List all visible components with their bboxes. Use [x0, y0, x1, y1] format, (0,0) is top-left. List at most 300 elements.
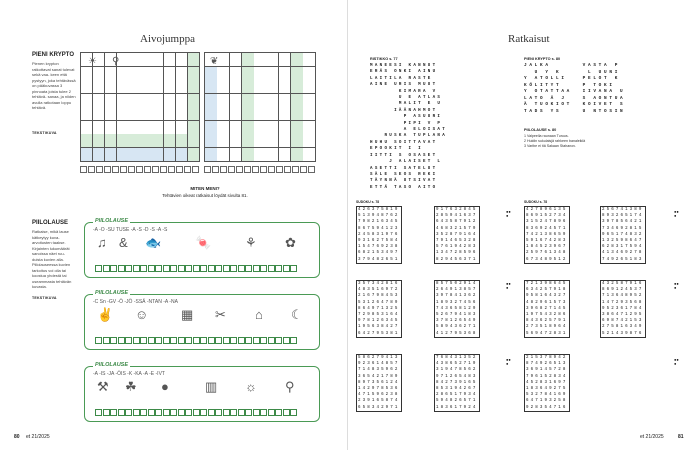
answer-square[interactable]: [133, 409, 140, 416]
grid-cell[interactable]: [205, 148, 217, 161]
grid-cell[interactable]: [128, 80, 139, 93]
panel-label: PIILOLAUSE: [95, 290, 129, 296]
answer-square[interactable]: [230, 409, 237, 416]
answer-square[interactable]: [125, 337, 132, 344]
grid-cell[interactable]: [105, 107, 116, 120]
grid-cell[interactable]: [176, 67, 187, 80]
grid-cell[interactable]: [152, 107, 163, 120]
rose-icon: ✿: [285, 235, 296, 250]
grid-cell[interactable]: [303, 53, 315, 66]
answer-square[interactable]: [112, 166, 119, 173]
grid-cell[interactable]: [93, 94, 104, 107]
grid-cell[interactable]: [176, 107, 187, 120]
grid-cell[interactable]: [128, 107, 139, 120]
answer-square[interactable]: [193, 265, 200, 272]
answer-square[interactable]: [238, 265, 245, 272]
grid-cell[interactable]: [81, 148, 92, 161]
grid-cell[interactable]: [230, 107, 242, 120]
grid-cell[interactable]: [93, 148, 104, 161]
grid-cell[interactable]: [140, 80, 151, 93]
answer-square[interactable]: [290, 409, 297, 416]
ristikko-line: ASETTI SATELUT: [370, 166, 438, 171]
stool-icon: ⚲: [112, 56, 120, 67]
answer-square[interactable]: [260, 166, 267, 173]
grid-cell[interactable]: [128, 134, 139, 147]
answer-square[interactable]: [260, 409, 267, 416]
answer-square[interactable]: [110, 265, 117, 272]
answer-square[interactable]: [118, 265, 125, 272]
grid-cell[interactable]: [128, 121, 139, 134]
grid-cell[interactable]: [217, 94, 229, 107]
answer-square[interactable]: [283, 337, 290, 344]
grid-cell[interactable]: [117, 121, 128, 134]
answer-square[interactable]: [110, 409, 117, 416]
grid-cell[interactable]: [205, 134, 217, 147]
piilolause-panel-1: [84, 218, 320, 278]
ristikko-line: IÄÄNAHMOT: [370, 108, 438, 113]
grid-cell[interactable]: [291, 80, 303, 93]
answer-square[interactable]: [208, 337, 215, 344]
answer-square[interactable]: [148, 265, 155, 272]
answer-square[interactable]: [110, 337, 117, 344]
cubes-icon: ▦: [181, 307, 194, 322]
answer-square[interactable]: [200, 265, 207, 272]
piilolause-solution-heading: PIILOLAUSE s. 80: [524, 128, 557, 132]
answer-square[interactable]: [215, 409, 222, 416]
grid-cell[interactable]: [152, 121, 163, 134]
grid-cell[interactable]: [81, 121, 92, 134]
grid-cell[interactable]: [291, 121, 303, 134]
grid-cell[interactable]: [254, 134, 266, 147]
answer-square[interactable]: [283, 409, 290, 416]
answer-square[interactable]: [228, 166, 235, 173]
answer-square[interactable]: [244, 166, 251, 173]
panel-letters: -A -O -SU TUSE -A -S -D -S -A -S: [93, 227, 168, 233]
grid-cell[interactable]: [188, 80, 199, 93]
grid-cell[interactable]: [128, 53, 139, 66]
grid-cell[interactable]: [217, 121, 229, 134]
answer-square[interactable]: [160, 166, 167, 173]
answer-square[interactable]: [290, 337, 297, 344]
sudoku-grid: 215378942 874926513 369145728 796152834 452831697 183649275 532784169 647193258 928354716: [524, 354, 570, 412]
grid-cell[interactable]: [93, 107, 104, 120]
grid-cell[interactable]: [81, 107, 92, 120]
answer-square[interactable]: [200, 337, 207, 344]
answer-square[interactable]: [230, 265, 237, 272]
grid-cell[interactable]: [152, 80, 163, 93]
answer-square[interactable]: [140, 265, 147, 272]
grid-cell[interactable]: [279, 134, 291, 147]
answer-square[interactable]: [200, 409, 207, 416]
grid-cell[interactable]: [291, 148, 303, 161]
grid-cell[interactable]: [105, 134, 116, 147]
grid-cell[interactable]: [217, 67, 229, 80]
answer-square[interactable]: [133, 265, 140, 272]
grid-cell[interactable]: [164, 94, 175, 107]
frog-icon: ☘: [125, 379, 137, 394]
grid-cell[interactable]: [266, 53, 278, 66]
grid-cell[interactable]: [217, 107, 229, 120]
answer-square[interactable]: [88, 166, 95, 173]
krypto-grid-right[interactable]: [204, 52, 316, 162]
piilolause-text: Ratkaise, mikä lause kätkeytyy kuva- arvoitusten taakse. Kirjainten lukumäärät sanoissa näet ruu- duista kuvien alla. Piilolauseessa kuvien tarkoitus voi olla tai koostua yhdestä tai useammasta tehtävän kuvasta.: [32, 229, 72, 289]
answer-square[interactable]: [120, 166, 127, 173]
piilolause-solution-3: 3 Varibe ei tiä Sakaan Stahanov.: [524, 144, 576, 148]
answer-square[interactable]: [95, 265, 102, 272]
answer-square[interactable]: [292, 166, 299, 173]
grid-cell[interactable]: [303, 94, 315, 107]
grid-cell[interactable]: [164, 80, 175, 93]
grid-cell[interactable]: [217, 148, 229, 161]
grid-cell[interactable]: [254, 53, 266, 66]
answer-square[interactable]: [95, 409, 102, 416]
grid-cell[interactable]: [81, 67, 92, 80]
answer-square[interactable]: [80, 166, 87, 173]
grid-cell[interactable]: [303, 80, 315, 93]
answer-square[interactable]: [192, 166, 199, 173]
answer-square[interactable]: [155, 409, 162, 416]
grid-cell[interactable]: [254, 107, 266, 120]
grid-cell[interactable]: [205, 121, 217, 134]
answer-square[interactable]: [95, 337, 102, 344]
grid-cell[interactable]: [152, 134, 163, 147]
answer-square[interactable]: [208, 409, 215, 416]
grid-cell[interactable]: [176, 80, 187, 93]
grid-cell[interactable]: [117, 94, 128, 107]
grid-cell[interactable]: [242, 80, 254, 93]
answer-square[interactable]: [128, 166, 135, 173]
answer-square[interactable]: [185, 409, 192, 416]
grid-cell[interactable]: [152, 67, 163, 80]
grid-cell[interactable]: [117, 148, 128, 161]
answer-square[interactable]: [103, 337, 110, 344]
grid-cell[interactable]: [217, 134, 229, 147]
grid-cell[interactable]: [230, 53, 242, 66]
answer-square[interactable]: [170, 265, 177, 272]
grid-cell[interactable]: [93, 121, 104, 134]
answer-square[interactable]: [276, 166, 283, 173]
grid-cell[interactable]: [164, 67, 175, 80]
grid-cell[interactable]: [217, 53, 229, 66]
grid-cell[interactable]: [230, 80, 242, 93]
grid-cell[interactable]: [140, 94, 151, 107]
answer-square[interactable]: [163, 409, 170, 416]
grid-cell[interactable]: [105, 148, 116, 161]
answer-square[interactable]: [245, 337, 252, 344]
grid-cell[interactable]: [117, 134, 128, 147]
hint-text: Tehtävien oikeat ratkaisut löydät sivulta 81.: [162, 193, 248, 198]
answer-square[interactable]: [238, 337, 245, 344]
grid-cell[interactable]: [164, 53, 175, 66]
answer-square[interactable]: [125, 409, 132, 416]
grid-cell[interactable]: [188, 107, 199, 120]
grid-cell[interactable]: [291, 53, 303, 66]
grid-cell[interactable]: [205, 107, 217, 120]
answer-square[interactable]: [268, 265, 275, 272]
grid-cell[interactable]: [188, 94, 199, 107]
grid-cell[interactable]: [254, 121, 266, 134]
grid-cell[interactable]: [266, 148, 278, 161]
grid-cell[interactable]: [242, 67, 254, 80]
krypto-line: KÖLITYT P TOKI: [524, 82, 615, 88]
answer-square[interactable]: [140, 337, 147, 344]
krypto-solution: [524, 63, 625, 115]
page-title: Ratkaisut: [508, 33, 550, 45]
grid-cell[interactable]: [205, 94, 217, 107]
sudoku-grid: 768431352 438652719 319478562 971265483 842739165 853194267 286517934 594826571 183617924: [434, 354, 480, 412]
grid-cell[interactable]: [230, 121, 242, 134]
ristikko-solution: [370, 63, 447, 191]
answer-boxes[interactable]: [95, 409, 297, 416]
answer-square[interactable]: [104, 166, 111, 173]
answer-square[interactable]: [260, 337, 267, 344]
difficulty-dots: ●● ●: [506, 209, 511, 218]
answer-square[interactable]: [155, 265, 162, 272]
grid-cell[interactable]: [140, 53, 151, 66]
grid-cell[interactable]: [230, 134, 242, 147]
answer-square[interactable]: [223, 409, 230, 416]
grid-cell[interactable]: [93, 134, 104, 147]
tool-icon: ⚒: [97, 379, 109, 394]
grid-cell[interactable]: [140, 134, 151, 147]
answer-square[interactable]: [245, 409, 252, 416]
answer-square[interactable]: [178, 265, 185, 272]
answer-square[interactable]: [252, 166, 259, 173]
krypto-tag: TEKSTIKUVA: [32, 131, 57, 135]
grid-cell[interactable]: [303, 67, 315, 80]
answer-square[interactable]: [144, 166, 151, 173]
grid-cell[interactable]: [279, 53, 291, 66]
grid-cell[interactable]: [266, 94, 278, 107]
answer-square[interactable]: [308, 166, 315, 173]
grid-cell[interactable]: [242, 53, 254, 66]
answer-square[interactable]: [148, 409, 155, 416]
answer-square[interactable]: [118, 337, 125, 344]
krypto-heading: PIENI KRYPTO: [32, 52, 75, 58]
answer-square[interactable]: [136, 166, 143, 173]
grid-cell[interactable]: [279, 67, 291, 80]
grid-cell[interactable]: [105, 80, 116, 93]
grid-cell[interactable]: [176, 134, 187, 147]
answer-square[interactable]: [170, 409, 177, 416]
krypto-answer-strip-right[interactable]: [204, 166, 315, 173]
grid-cell[interactable]: [164, 134, 175, 147]
grid-cell[interactable]: [254, 67, 266, 80]
grid-cell[interactable]: [93, 67, 104, 80]
grid-cell[interactable]: [279, 94, 291, 107]
answer-square[interactable]: [103, 265, 110, 272]
grid-cell[interactable]: [291, 107, 303, 120]
answer-square[interactable]: [290, 265, 297, 272]
answer-square[interactable]: [223, 337, 230, 344]
answer-square[interactable]: [152, 166, 159, 173]
fish-icon: 🐟: [145, 235, 162, 250]
answer-square[interactable]: [193, 409, 200, 416]
answer-square[interactable]: [170, 337, 177, 344]
answer-square[interactable]: [185, 337, 192, 344]
grid-cell[interactable]: [128, 94, 139, 107]
grid-cell[interactable]: [176, 148, 187, 161]
answer-square[interactable]: [148, 337, 155, 344]
grid-cell[interactable]: [291, 134, 303, 147]
answer-boxes[interactable]: [95, 337, 297, 344]
grid-cell[interactable]: [140, 67, 151, 80]
ristikko-heading: RISTIKKO s. 77: [370, 57, 398, 61]
answer-square[interactable]: [275, 337, 282, 344]
grid-cell[interactable]: [105, 94, 116, 107]
grid-cell[interactable]: [279, 80, 291, 93]
answer-square[interactable]: [185, 265, 192, 272]
grid-cell[interactable]: [242, 148, 254, 161]
answer-square[interactable]: [176, 166, 183, 173]
ristikko-line: J ALAISET L: [370, 160, 443, 165]
answer-square[interactable]: [238, 409, 245, 416]
grid-cell[interactable]: [152, 94, 163, 107]
answer-square[interactable]: [283, 265, 290, 272]
krypto-answer-strip-left[interactable]: [80, 166, 199, 173]
krypto-grid-left[interactable]: [80, 52, 200, 162]
answer-square[interactable]: [184, 166, 191, 173]
krypto-text: Pienen krypton ratkottavat sanat tulevat sekä vaa- keen että pystyyn, joka tehtävässä on pääkuvassa 3 pinnoata joista tulee 2 tehtävä- sanaa, ja niiden avulla ratkotaan loppu tehtävä.: [32, 61, 76, 110]
answer-square[interactable]: [284, 166, 291, 173]
grid-cell[interactable]: [254, 80, 266, 93]
answer-square[interactable]: [212, 166, 219, 173]
grid-cell[interactable]: [140, 107, 151, 120]
answer-square[interactable]: [275, 265, 282, 272]
answer-square[interactable]: [253, 337, 260, 344]
answer-square[interactable]: [208, 265, 215, 272]
grid-cell[interactable]: [81, 94, 92, 107]
answer-square[interactable]: [204, 166, 211, 173]
answer-square[interactable]: [118, 409, 125, 416]
grid-cell[interactable]: [164, 107, 175, 120]
grid-cell[interactable]: [205, 67, 217, 80]
grid-cell[interactable]: [230, 148, 242, 161]
answer-square[interactable]: [260, 265, 267, 272]
answer-square[interactable]: [178, 337, 185, 344]
grid-cell[interactable]: [291, 94, 303, 107]
krypto-solution-heading: PIENI KRYPTO s. 80: [524, 57, 561, 61]
grid-cell[interactable]: [242, 107, 254, 120]
answer-square[interactable]: [268, 166, 275, 173]
grid-cell[interactable]: [254, 148, 266, 161]
difficulty-dots: ●● ●: [674, 209, 679, 218]
answer-square[interactable]: [275, 409, 282, 416]
grid-cell[interactable]: [117, 67, 128, 80]
answer-square[interactable]: [168, 166, 175, 173]
grid-cell[interactable]: [164, 121, 175, 134]
grid-cell[interactable]: [279, 148, 291, 161]
grid-cell[interactable]: [279, 121, 291, 134]
grid-cell[interactable]: [117, 80, 128, 93]
answer-square[interactable]: [140, 409, 147, 416]
answer-square[interactable]: [133, 337, 140, 344]
grid-cell[interactable]: [303, 148, 315, 161]
grid-cell[interactable]: [140, 148, 151, 161]
grid-cell[interactable]: [188, 148, 199, 161]
answer-square[interactable]: [230, 337, 237, 344]
answer-square[interactable]: [268, 409, 275, 416]
grid-cell[interactable]: [188, 121, 199, 134]
ristikko-line: ETTÄ TASO AITO: [370, 185, 438, 190]
answer-square[interactable]: [96, 166, 103, 173]
answer-square[interactable]: [163, 337, 170, 344]
answer-square[interactable]: [245, 265, 252, 272]
grid-cell[interactable]: [176, 121, 187, 134]
grid-cell[interactable]: [188, 134, 199, 147]
answer-square[interactable]: [300, 166, 307, 173]
grid-cell[interactable]: [230, 94, 242, 107]
answer-square[interactable]: [215, 337, 222, 344]
grid-cell[interactable]: [93, 80, 104, 93]
grid-cell[interactable]: [81, 80, 92, 93]
answer-square[interactable]: [253, 409, 260, 416]
grid-cell[interactable]: [117, 107, 128, 120]
piilolause-solution-1: 1 Valpeella raunaan Turuus.: [524, 134, 569, 138]
grid-cell[interactable]: [205, 80, 217, 93]
grid-cell[interactable]: [266, 67, 278, 80]
panel-letters: -A -IS -JA -ÖIS -K -KA -A -E -IVT: [93, 371, 165, 377]
answer-square[interactable]: [236, 166, 243, 173]
grid-cell[interactable]: [152, 53, 163, 66]
grid-cell[interactable]: [188, 53, 199, 66]
answer-square[interactable]: [193, 337, 200, 344]
grid-cell[interactable]: [230, 67, 242, 80]
grid-cell[interactable]: [279, 107, 291, 120]
grid-cell[interactable]: [266, 121, 278, 134]
grid-cell[interactable]: [140, 121, 151, 134]
grid-cell[interactable]: [242, 121, 254, 134]
grid-cell[interactable]: [266, 134, 278, 147]
grid-cell[interactable]: [242, 94, 254, 107]
grid-cell[interactable]: [105, 121, 116, 134]
answer-square[interactable]: [223, 265, 230, 272]
answer-square[interactable]: [103, 409, 110, 416]
answer-square[interactable]: [155, 337, 162, 344]
grid-cell[interactable]: [303, 134, 315, 147]
grid-cell[interactable]: [105, 67, 116, 80]
answer-square[interactable]: [253, 265, 260, 272]
answer-square[interactable]: [163, 265, 170, 272]
grid-cell[interactable]: [128, 67, 139, 80]
answer-square[interactable]: [215, 265, 222, 272]
grid-cell[interactable]: [81, 134, 92, 147]
grid-cell[interactable]: [242, 134, 254, 147]
grid-cell[interactable]: [217, 80, 229, 93]
answer-square[interactable]: [178, 409, 185, 416]
saw-icon: ✂: [215, 307, 226, 322]
sudoku-grid: 432587916 869124537 713648952 147293568 952361784 386471295 698742153 275816349 521439876: [600, 280, 646, 338]
grid-cell[interactable]: [303, 121, 315, 134]
grid-cell[interactable]: [164, 148, 175, 161]
sudoku-grid: 586279413 923614857 714835962 365421789 897356124 142978536 471596238 239165874 658342971: [356, 354, 402, 412]
grid-cell[interactable]: [176, 94, 187, 107]
grid-cell[interactable]: [128, 148, 139, 161]
grid-cell[interactable]: [176, 53, 187, 66]
grid-cell[interactable]: [254, 94, 266, 107]
answer-square[interactable]: [125, 265, 132, 272]
answer-square[interactable]: [268, 337, 275, 344]
answer-boxes[interactable]: [95, 265, 297, 272]
grid-cell[interactable]: [291, 67, 303, 80]
grid-cell[interactable]: [266, 80, 278, 93]
answer-square[interactable]: [220, 166, 227, 173]
grid-cell[interactable]: [188, 67, 199, 80]
tap-icon: ⚲: [285, 379, 295, 394]
grid-cell[interactable]: [303, 107, 315, 120]
grid-cell[interactable]: [152, 148, 163, 161]
grid-cell[interactable]: [266, 107, 278, 120]
